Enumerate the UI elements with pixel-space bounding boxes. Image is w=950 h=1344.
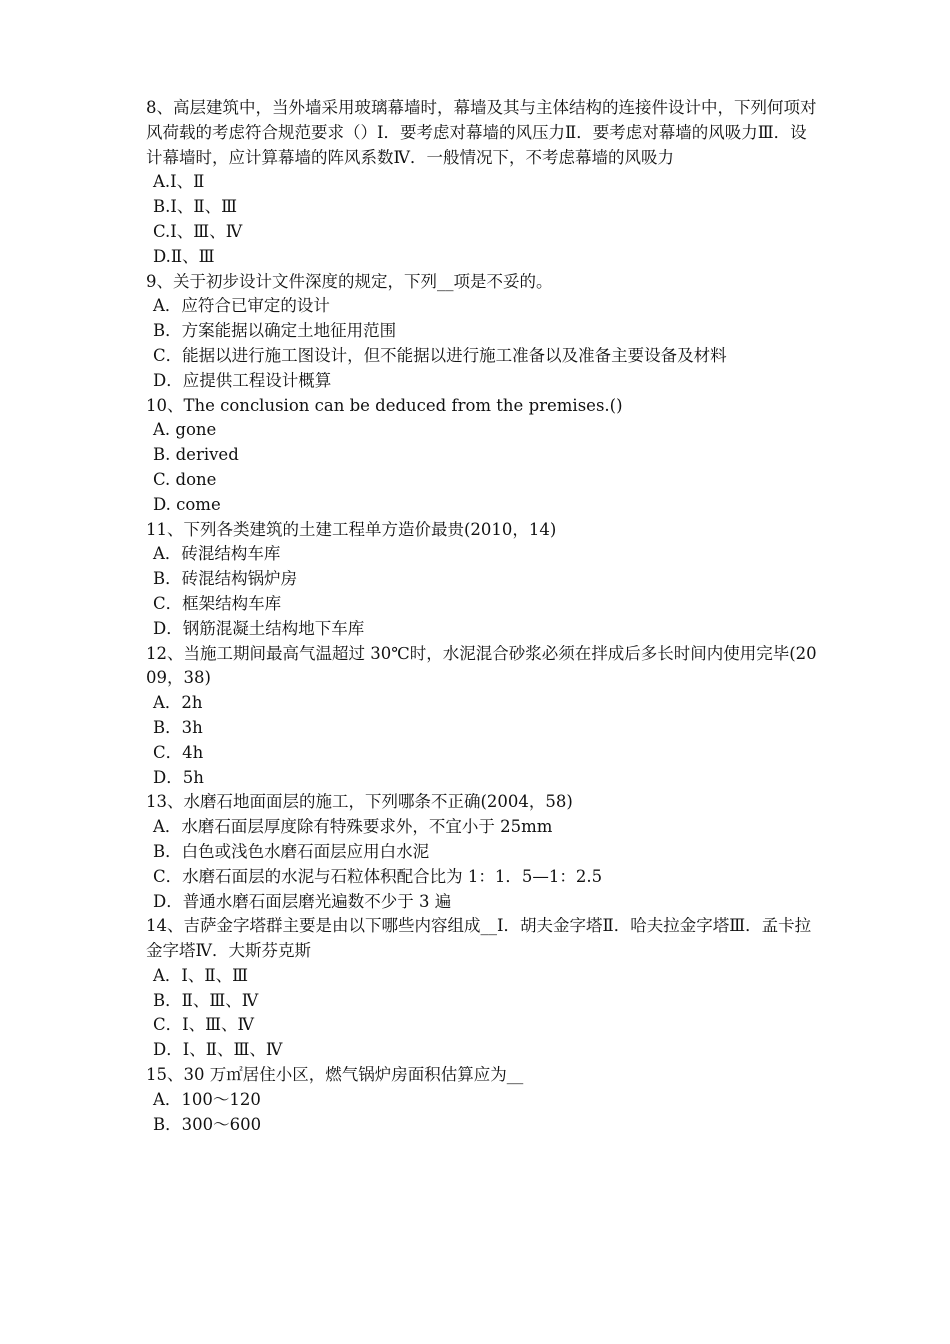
answer-option: B.Ⅰ、Ⅱ、Ⅲ (153, 197, 238, 217)
answer-option: C．框架结构车库 (153, 593, 282, 613)
answer-option: D．应提供工程设计概算 (153, 370, 332, 390)
answer-option: A.Ⅰ、Ⅱ (153, 172, 205, 192)
answer-option: A．应符合已审定的设计 (153, 296, 330, 316)
question-stem: 9、关于初步设计文件深度的规定，下列__项是不妥的。 (146, 271, 553, 291)
answer-option: A．Ⅰ、Ⅱ、Ⅲ (153, 965, 249, 985)
question-block (146, 790, 818, 914)
document-page (146, 96, 818, 1137)
question-block (146, 914, 818, 1063)
question-block (146, 518, 818, 642)
answer-option: A．100～120 (153, 1089, 261, 1109)
answer-option: C. done (153, 469, 217, 489)
answer-option: B．Ⅱ、Ⅲ、Ⅳ (153, 990, 259, 1010)
question-block (146, 96, 818, 270)
answer-option: B．方案能据以确定土地征用范围 (153, 321, 397, 341)
question-stem: 15、30 万㎡居住小区，燃气锅炉房面积估算应为__ (146, 1065, 524, 1085)
question-stem: 14、吉萨金字塔群主要是由以下哪些内容组成__Ⅰ．胡夫金字塔Ⅱ．哈夫拉金字塔Ⅲ．孟卡拉金字塔Ⅳ．大斯芬克斯 (146, 916, 812, 961)
question-stem: 13、水磨石地面面层的施工，下列哪条不正确(2004，58) (146, 792, 573, 812)
answer-option: D．Ⅰ、Ⅱ、Ⅲ、Ⅳ (153, 1040, 283, 1060)
question-block (146, 642, 818, 791)
answer-option: C.Ⅰ、Ⅲ、Ⅳ (153, 221, 243, 241)
answer-option: D．普通水磨石面层磨光遍数不少于 3 遍 (153, 891, 452, 911)
question-stem: 8、高层建筑中，当外墙采用玻璃幕墙时，幕墙及其与主体结构的连接件设计中，下列何项对风荷载的考虑符合规范要求（）Ⅰ．要考虑对幕墙的风压力Ⅱ．要考虑对幕墙的风吸力Ⅲ．设计幕墙时，应计算幕墙的阵风系数Ⅳ．一般情况下，不考虑幕墙的风吸力 (146, 98, 817, 167)
question-stem: 12、当施工期间最高气温超过 30℃时，水泥混合砂浆必须在拌成后多长时间内使用完毕(2009，38) (146, 643, 817, 688)
answer-option: B．白色或浅色水磨石面层应用白水泥 (153, 841, 430, 861)
question-stem: 10、The conclusion can be deduced from the premises.() (146, 395, 623, 415)
question-block (146, 270, 818, 394)
answer-option: B．300～600 (153, 1114, 262, 1134)
answer-option: B. derived (153, 445, 239, 465)
answer-option: B．3h (153, 717, 203, 737)
answer-option: C．Ⅰ、Ⅲ、Ⅳ (153, 1015, 255, 1035)
answer-option: D．5h (153, 767, 204, 787)
answer-option: B．砖混结构锅炉房 (153, 569, 298, 589)
answer-option: C．能据以进行施工图设计，但不能据以进行施工准备以及准备主要设备及材料 (153, 345, 727, 365)
question-stem: 11、下列各类建筑的土建工程单方造价最贵(2010，14) (146, 519, 557, 539)
answer-option: A. gone (153, 420, 217, 440)
answer-option: D.Ⅱ、Ⅲ (153, 246, 215, 266)
answer-option: A．水磨石面层厚度除有特殊要求外，不宜小于 25mm (153, 817, 553, 837)
answer-option: A．砖混结构车库 (153, 544, 281, 564)
question-block (146, 394, 818, 518)
question-block (146, 1063, 818, 1137)
answer-option: C．水磨石面层的水泥与石粒体积配合比为 1：1．5—1：2.5 (153, 866, 603, 886)
answer-option: D. come (153, 494, 221, 514)
answer-option: A．2h (153, 693, 203, 713)
answer-option: C．4h (153, 742, 204, 762)
answer-option: D．钢筋混凝土结构地下车库 (153, 618, 365, 638)
